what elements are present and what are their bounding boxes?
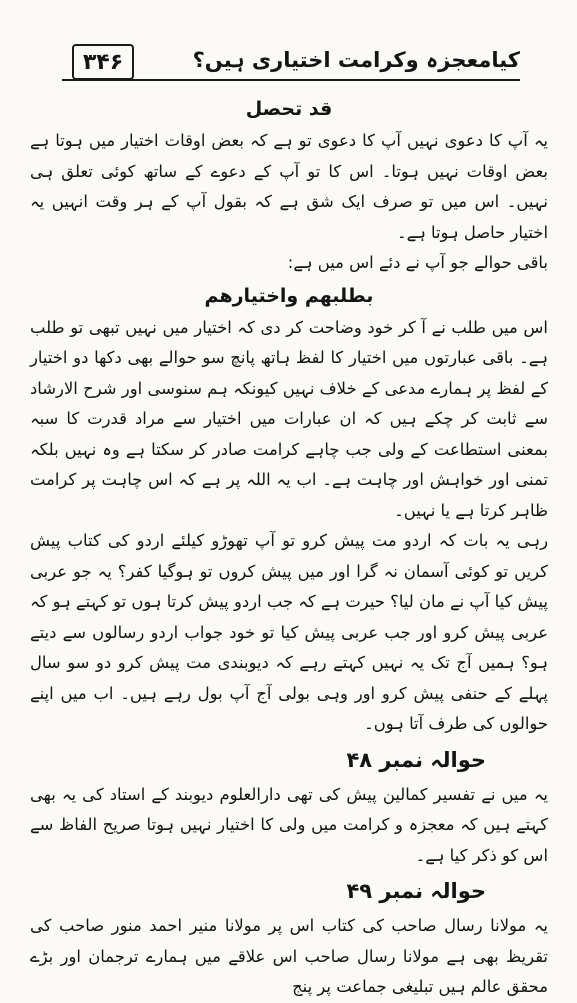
section-heading: قد تحصل <box>245 98 333 120</box>
page-number: ۳۴۶ <box>72 44 134 80</box>
running-title: کیامعجزہ وکرامت اختیاری ہیں؟ <box>192 48 520 72</box>
header-divider <box>62 79 520 81</box>
paragraph: یہ آپ کا دعوی نہیں آپ کا دعوی تو ہے کہ بعض اوقات اختیار میں ہوتا ہے بعض اوقات نہیں ہوتا۔ اس کا تو آپ کے دعوے کے ساتھ کوئی تعلق ہی نہیں۔ اس میں تو صرف ایک شق ہے کہ بقول آپ کے ہر وقت انہیں یہ اختیار حاصل ہوتا ہے۔ <box>30 131 548 242</box>
paragraph: رہی یہ بات کہ اردو مت پیش کرو تو آپ تھوڑو کیلئے اردو کی کتاب پیش کریں تو کوئی آسمان نہ گرا اور میں پیش کروں تو ہوگیا کفر؟ یہ جو عربی پیش کیا آپ نے مان لیا؟ حیرت ہے کہ جب اردو پیش کرتا ہوں تو کہتے ہو کہ عربی پیش کرو اور جب عربی پیش کیا تو خود جواب اردو رسالوں سے دیتے ہو؟ ہمیں آج تک یہ نہیں کہتے رہے کہ دیوبندی مت پیش کرو دو سو سال پہلے کے حنفی پیش کرو اور وہی بولی آج آپ بول رہے ہیں۔ اب میں اپنے حوالوں کی طرف آتا ہوں۔ <box>30 531 548 733</box>
quoted-phrase-heading: بطلبھم واختیارھم <box>204 284 374 307</box>
paragraph: باقی حوالے جو آپ نے دئے اس میں ہے: <box>287 253 548 272</box>
page-header <box>62 38 520 84</box>
reference-heading: حوالہ نمبر ۴۸ <box>346 747 486 772</box>
paragraph: یہ میں نے تفسیر کمالین پیش کی تھی دارالعلوم دیوبند کے استاد کی یہ بھی کہتے ہیں کہ معجزہ و کرامت میں ولی کا اختیار نہیں ہوتا صریح الفاظ سے اس کو ذکر کیا ہے۔ <box>30 784 548 865</box>
reference-heading: حوالہ نمبر ۴۹ <box>346 879 486 903</box>
page-body <box>30 92 548 1003</box>
paragraph: اس میں طلب نے آ کر خود وضاحت کر دی کہ اختیار میں نہیں تبھی تو طلب ہے۔ باقی عبارتوں میں اختیار کا لفظ ہاتھ پانچ سو حوالے بھی دکھا دو اختیار کے لفظ پر ہمارے مدعی کے خلاف نہیں کیونکہ ہم سنوسی اور شرح الارشاد سے ثابت کر چکے ہیں کہ ان عبارات میں اختیار سے مراد قدرت کا سبہ بمعنی استطاعت کے ولی جب چاہے کرامت صادر کر سکتا ہے وہ نہیں بلکہ تمنی اور خواہش اور چاہت ہے۔ اب یہ اللہ پر ہے کہ اس چاہت پر کرامت ظاہر کرتا ہے یا نہیں۔ <box>30 317 548 520</box>
paragraph: یہ مولانا رسال صاحب کی کتاب اس پر مولانا منیر احمد منور صاحب کی تقریظ بھی ہے مولانا رسال صاحب اس علاقے میں ہمارے ترجمان اور بڑے محقق عالم ہیں تبلیغی جماعت پر پنج <box>30 916 548 996</box>
